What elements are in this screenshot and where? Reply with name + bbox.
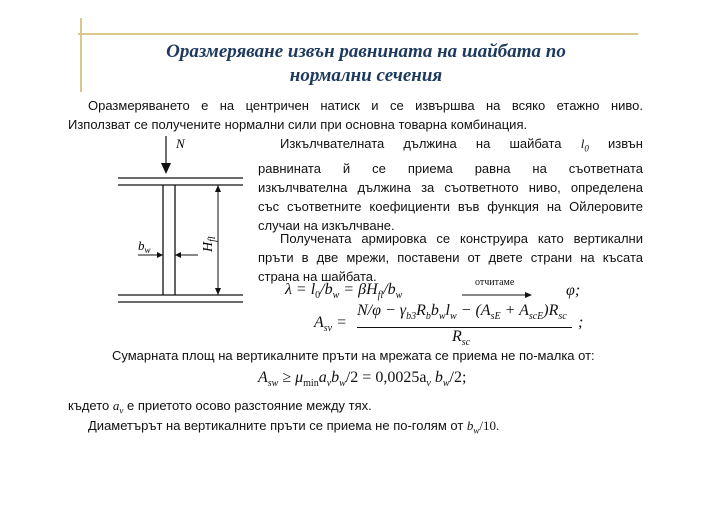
frame-vertical-rule [80,18,82,92]
force-label: N [176,136,185,151]
formula-area-lhs: $A_{sv}$ = [314,314,347,335]
paragraph-reinforcement-line-1: Получената армировка се конструира като вертикални [280,231,643,246]
formula-note: отчитаме [475,277,515,288]
page-title-line-1: Оразмеряване извън равнината на шайбата по [166,41,566,62]
av-symbol: $a_v$ [112,398,124,416]
formula-note-arrow [462,291,534,299]
paragraph-reinforcement-line-3: страна на шайбата. [258,269,377,284]
paragraph-buckling-line-1: Изкълчвателната дължина на шайбата $l_0$ извън [280,136,643,154]
paragraph-intro-line-2: Използват се получените нормални сили при основна товарна комбинация. [68,117,528,132]
paragraph-buckling [258,134,643,235]
frame-horizontal-rule [78,33,638,35]
wall-section-figure [118,130,253,330]
l0-symbol: $l_0$ [580,136,589,154]
paragraph-buckling-line-5: случаи на изкълчване. [258,217,395,233]
page-title [86,40,646,88]
formula-min-area: $A_{sw} \ge \mu_{min}a_vb_w/2 = 0,0025a_v$ $b_w/2$; [258,369,467,390]
paragraph-reinforcement-line-2: пръти в две мрежи, поставени от двете страни на късата [258,250,643,265]
paragraph-buckling-line-4: със съответните коефициенти във функция на Ойлеровите [258,198,643,214]
paragraph-total-area: Сумарната площ на вертикалните пръти на мрежата се приема не по-малка от: [112,348,595,363]
bw-symbol: $b_w$ [466,418,480,436]
paragraph-reinforcement [258,229,643,286]
formula-area-numerator: $N/\varphi - \gamma_{b3}R_bb_wl_w - (A_{sE} + A_{scE})R_{sc}$ [357,302,567,323]
paragraph-intro-line-1: Оразмеряването е на центричен натиск и се извършва на всяко етажно ниво. [88,98,643,113]
bw-arrow-left [157,252,163,258]
bw-arrow-right [175,252,181,258]
bw-label: $b_w$ [138,238,151,255]
page-title-line-2: нормални сечения [289,65,443,86]
paragraph-intro [88,96,643,115]
formula-slenderness: $\lambda = l_0/b_w = \beta H_{fl}/b_w$ [285,281,403,302]
force-arrow-head [161,163,171,174]
formula-phi: φ; [566,282,581,299]
paragraph-spacing: където $a_v$ е приетото осово разстояние между тях. [68,398,372,416]
formula-area-denominator: $R_{sc}$ [452,328,471,349]
paragraph-diameter: Диаметърът на вертикалните пръти се приема не по-голям от $b_w/10$. [88,418,500,436]
hfl-arrow-bottom [215,288,221,295]
hfl-label: $H_{fl}$ [201,236,218,252]
formula-area-end: ; [578,314,584,331]
hfl-arrow-top [215,185,221,192]
paragraph-buckling-line-3: изкълчвателна дължина за съответното ниво, определена [258,179,643,195]
paragraph-buckling-line-2: равнината й се приема равна на съответната [258,160,643,176]
